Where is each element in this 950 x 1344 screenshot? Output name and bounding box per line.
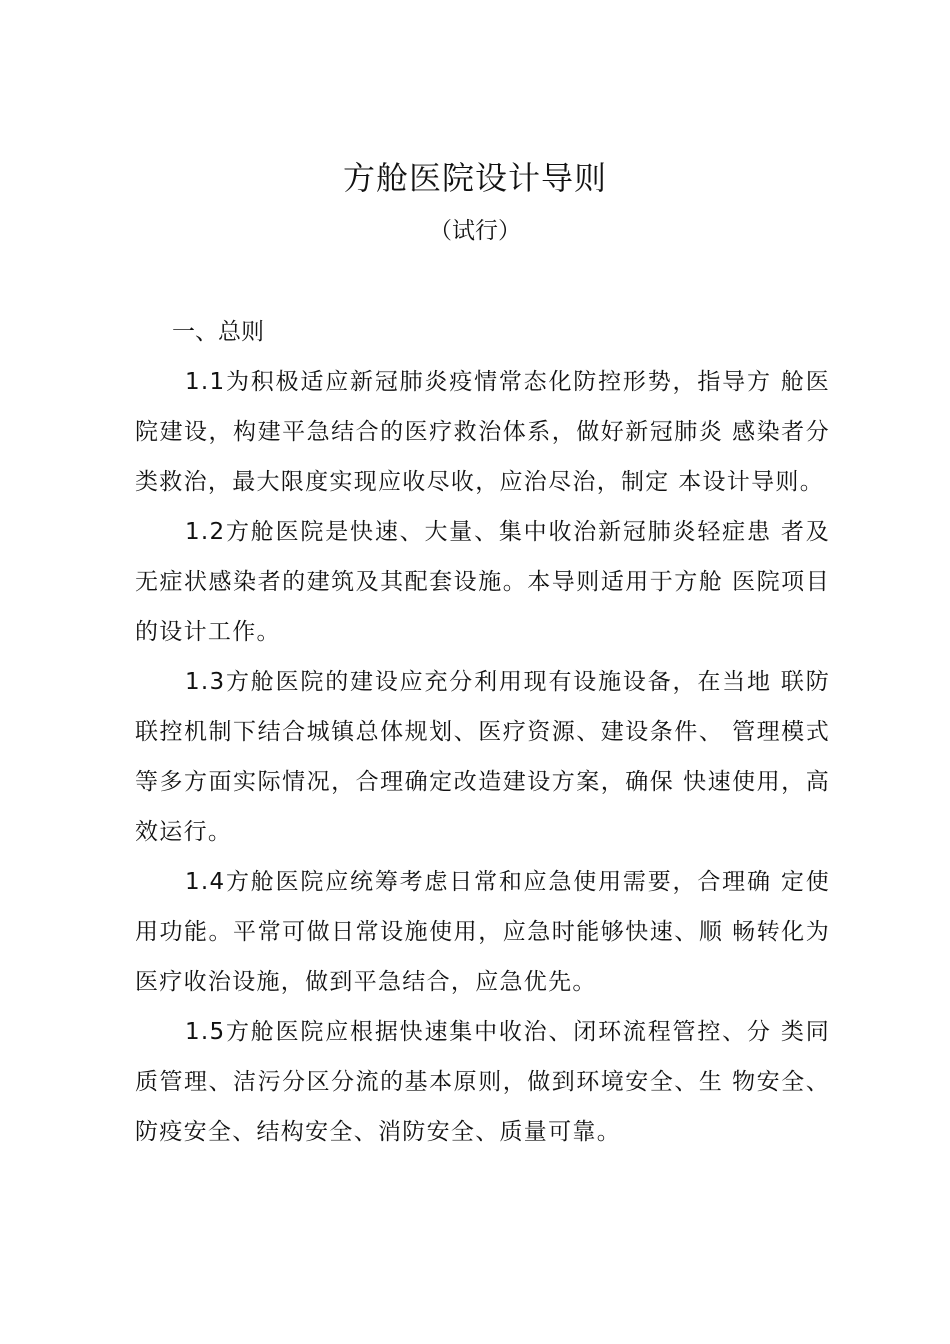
paragraph-1-3: 1.3方舱医院的建设应充分利用现有设施设备，在当地 联防联控机制下结合城镇总体规划、医疗资源、建设条件、 管理模式等多方面实际情况，合理确定改造建设方案，确保 快速使用，高效运行。 — [135, 669, 830, 845]
paragraph-1-4: 1.4方舱医院应统筹考虑日常和应急使用需要，合理确 定使用功能。平常可做日常设施使用，应急时能够快速、顺 畅转化为医疗收治设施，做到平急结合，应急优先。 — [135, 869, 830, 995]
document-title: 方舱医院设计导则 — [342, 159, 607, 197]
document-body — [135, 307, 830, 1157]
section-heading: 一、总则 — [172, 319, 264, 345]
paragraph-1-1: 1.1为积极适应新冠肺炎疫情常态化防控形势，指导方 舱医院建设，构建平急结合的医疗救治体系，做好新冠肺炎 感染者分类救治，最大限度实现应收尽收，应治尽治，制定 本设计导则。 — [135, 369, 830, 495]
paragraph-1-2: 1.2方舱医院是快速、大量、集中收治新冠肺炎轻症患 者及无症状感染者的建筑及其配套设施。本导则适用于方舱 医院项目的设计工作。 — [135, 519, 830, 645]
paragraph-1-5: 1.5方舱医院应根据快速集中收治、闭环流程管控、分 类同质管理、洁污分区分流的基本原则，做到环境安全、生 物安全、防疫安全、结构安全、消防安全、质量可靠。 — [135, 1019, 830, 1145]
document-subtitle: （试行） — [429, 218, 521, 244]
